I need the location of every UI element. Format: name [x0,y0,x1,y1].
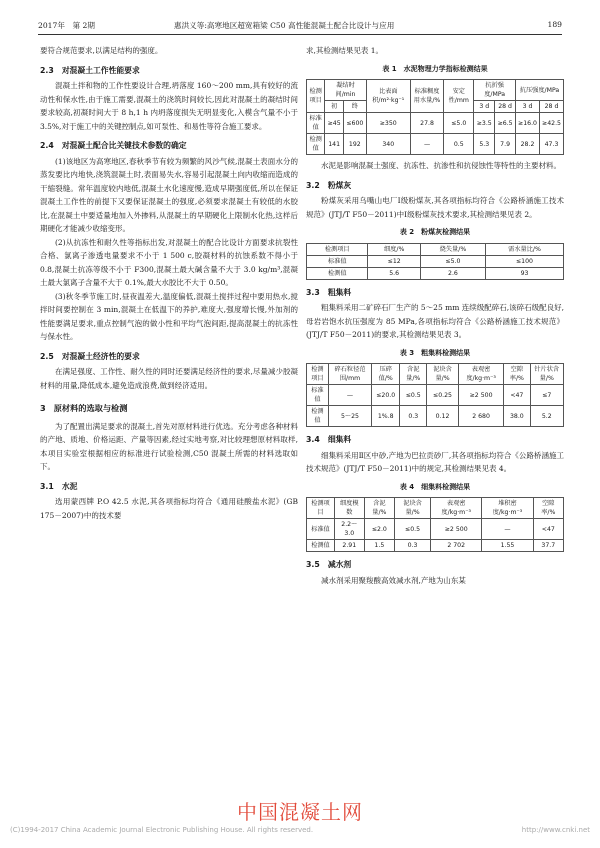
table-cell: ≤5.0 [444,113,474,134]
paragraph: 混凝土拌和物的工作性要设计合理,坍落度 160～200 mm,具有较好的流动性和保水性,由于施工需要,混凝土的浇筑时间较长,因此对混凝土的凝结时间要求较高,初凝时间大于 8 h,1 h 内坍落度损失无明显变化,入模含气量不小于 3.5%,对于施工中的关键控制点,如可泵性、和易性等符合施工要求。 [40,81,298,131]
table-row [307,385,564,406]
table-cell: ≤600 [343,113,366,134]
table-header: 凝结时间/min [325,80,366,101]
table-header: 细度/% [368,243,420,255]
table-cell: ≤0.5 [395,519,431,540]
table-cell: 141 [325,134,344,155]
table-cell: 0.5 [444,134,474,155]
table-cell: ≤12 [368,255,420,267]
table-cell: 检测值 [307,406,329,427]
table-row [307,540,564,552]
table-row [307,113,564,134]
section-heading-3-3: 3.3 粗集料 [306,287,352,297]
table-header: 含泥量/% [364,498,394,519]
table-header: 空隙率/% [504,364,530,385]
table-cell: 37.7 [533,540,563,552]
table-header: 检测项目 [307,80,325,113]
section-heading-3: 3 原材料的选取与检测 [40,403,128,413]
watermark: 中国混凝土网 [237,800,363,824]
table-cell: 38.0 [504,406,530,427]
table-cell: 5～25 [328,406,371,427]
table-header: 需水量比/% [486,243,564,255]
table-cell: 标准值 [307,385,329,406]
paragraph: 水泥是影响混凝土强度、抗冻性、抗渗性和抗侵蚀性等特性的主要材料。 [321,161,561,170]
table-header: 3 d [474,101,495,113]
table-header: 表观密度/kg·m⁻³ [458,364,503,385]
table-cell: ≤5.0 [420,255,485,267]
table-cell: ≤2.0 [364,519,394,540]
table-cell: 5.2 [530,406,564,427]
table-header: 细度模数 [334,498,364,519]
section-heading-3-5: 3.5 减水剂 [306,560,352,569]
table-row [307,255,564,267]
table-4-fine-aggregate [306,497,564,552]
table-cell: 2 680 [458,406,503,427]
table-header: 泥块含量/% [395,498,431,519]
table-header: 28 d [540,101,564,113]
table-cell: 28.2 [516,134,540,155]
table-cell: 检测值 [307,134,325,155]
table-cell: 标准值 [307,113,325,134]
table-cell: 2.91 [334,540,364,552]
table-cell: 检测值 [307,540,335,552]
table-cell: ≤7 [530,385,564,406]
table-header: 3 d [516,101,540,113]
page-number: 189 [547,20,562,29]
running-title: 惠洪义等:高寒地区超宽箱梁 C50 高性能混凝土配合比设计与应用 [174,21,395,30]
table-cell: — [328,385,371,406]
table-cell: ≤0.5 [400,385,427,406]
paragraph: 减水剂采用聚羧酸高效减水剂,产地为山东某 [321,575,466,585]
table-cell: 标准值 [307,519,335,540]
table-row [307,267,564,279]
table-header: 终 [343,101,366,113]
table-cell: ≤20.0 [372,385,400,406]
table-2-caption: 表 2 粉煤灰检测结果 [399,228,471,236]
left-column [40,44,298,522]
table-cell: ≥2 500 [458,385,503,406]
table-header: 堆积密度/kg·m⁻³ [482,498,533,519]
table-cell: ≤100 [486,255,564,267]
table-cell: 1%.8 [372,406,400,427]
section-heading-3-4: 3.4 细集料 [306,435,352,444]
table-cell: ≥16.0 [516,113,540,134]
table-header: 烧失量/% [420,243,485,255]
table-3-caption: 表 3 粗集料检测结果 [399,348,471,357]
right-column [306,44,564,587]
table-cell: <47 [533,519,563,540]
table-cell: — [410,134,443,155]
table-header: 标准稠度用水量/% [410,80,443,113]
table-header: 检测项目 [307,243,368,255]
table-cell: 5.3 [474,134,495,155]
table-header: 检测项目 [307,364,329,385]
table-header: 初 [325,101,344,113]
table-row [307,519,564,540]
table-header: 安定性/mm [444,80,474,113]
paragraph: (3)秋冬季节施工时,昼夜温差大,温度偏低,混凝土搅拌过程中要用热水,搅拌时间要控制在 3 min,混凝土在低温下的养护,难度大,强度增长慢,外加剂的性能要满足要求,重点控制气泡的做小性和平均气泡间距,提高混凝土的抗冻性与保水性。 [40,291,298,341]
table-cell: 5.6 [368,267,420,279]
table-cell: 192 [343,134,366,155]
table-header: 泥块含量/% [427,364,459,385]
table-header: 比表面积/m²·kg⁻¹ [366,80,410,113]
table-header: 检测项目 [307,498,335,519]
table-cell: 2.6 [420,267,485,279]
table-cell: 1.5 [364,540,394,552]
table-1-cement [306,79,564,155]
table-cell: ≥42.5 [540,113,564,134]
table-cell: 2.2～3.0 [334,519,364,540]
paragraph: 要符合规范要求,以满足结构的强度。 [40,46,163,55]
table-cell: 2 702 [431,540,482,552]
paragraph: 粉煤灰采用乌嘴山电厂Ⅰ级粉煤灰,其各项指标均符合《公路桥涵施工技术规范》(JTJ/T F50－2011)中Ⅰ级粉煤灰技术要求,其检测结果见表 2。 [306,196,564,219]
table-cell: 0.3 [395,540,431,552]
table-cell: ≥45 [325,113,344,134]
table-row [307,134,564,155]
table-cell: ≥2 500 [431,519,482,540]
section-heading-2-5: 2.5 对混凝土经济性的要求 [40,351,140,361]
table-1-caption: 表 1 水泥物理力学指标检测结果 [382,64,488,73]
running-header [38,20,562,35]
table-cell: 1.55 [482,540,533,552]
paragraph: 选用蒙西牌 P.O 42.5 水泥,其各项指标均符合《通用硅酸盐水泥》(GB 175－2007)中的技术要 [40,497,298,520]
table-header: 抗折强度/MPa [474,80,516,101]
issue-label: 2017年 第 2期 [38,21,95,30]
copyright-text: (C)1994-2017 China Academic Journal Electronic Publishing House. All rights reserved. [10,826,314,834]
table-cell: — [482,519,533,540]
table-header: 碎石粒径范围/mm [328,364,371,385]
table-cell: ≥350 [366,113,410,134]
table-cell: 47.3 [540,134,564,155]
table-cell: ≤0.25 [427,385,459,406]
table-cell: 7.9 [495,134,516,155]
section-heading-3-1: 3.1 水泥 [40,481,78,491]
table-cell: 340 [366,134,410,155]
table-3-coarse-aggregate [306,363,564,427]
paragraph: 细集料采用Ⅱ区中砂,产地为巴拉贡砂厂,其各项指标均符合《公路桥涵施工技术规范》(JTJ/T F50－2011)中的规定,其检测结果见表 4。 [306,450,564,473]
table-header: 压碎值/% [372,364,400,385]
table-header: 抗压强度/MPa [516,80,564,101]
paragraph: 求,其检测结果见表 1。 [306,46,384,55]
table-cell: ≥6.5 [495,113,516,134]
paragraph: 为了配置出满足要求的混凝土,首先对原材料进行优选。充分考虑各种材料的产地、质地、价格运距、产量等因素,经过实地考察,对比较理想原材料取样,本项目实验室根据相应的标准进行试验检测,C50 混凝土所需的材料选取如下。 [40,421,298,471]
section-heading-2-4: 2.4 对混凝土配合比关键技术参数的确定 [40,141,187,150]
section-heading-2-3: 2.3 对混凝土工作性能要求 [40,65,140,75]
table-header: 表观密度/kg·m⁻³ [431,498,482,519]
table-header: 空隙率/% [533,498,563,519]
table-cell: 标准值 [307,255,368,267]
table-4-caption: 表 4 细集料检测结果 [399,482,471,491]
table-cell: <47 [504,385,530,406]
table-cell: ≥3.5 [474,113,495,134]
table-header: 28 d [495,101,516,113]
table-cell: 检测值 [307,267,368,279]
table-cell: 93 [486,267,564,279]
section-heading-3-2: 3.2 粉煤灰 [306,180,352,190]
table-header: 针片状含量/% [530,364,564,385]
table-header: 含泥量/% [400,364,427,385]
footer-link[interactable]: http://www.cnki.net [521,826,590,834]
table-2-fly-ash [306,243,564,280]
table-cell: 27.8 [410,113,443,134]
paragraph: 粗集料采用二矿碎石厂生产的 5～25 mm 连续级配碎石,该碎石级配良好,母岩岩饱水抗压强度为 85 MPa,各项指标均符合《公路桥涵施工技术规范》(JTJ/T F50－2011)的要求,其检测结果见表 3。 [306,303,564,339]
paragraph: (2)从抗冻性和耐久性等指标出发,对混凝土的配合比设计方面要求抗裂性合格、氯离子渗透电量要求不小于 1 500 c,胶凝材料的抗蚀系数不得小于 0.8,混凝土抗冻等级不小于 F300,混凝土最大碱含量不大于 3.0 kg/m³,混凝土最大氯离子含量不大于 0.1%,最大水胶比不大于 0.50。 [40,237,298,287]
paragraph: (1)该地区为高寒地区,春秋季节有较为频繁的风沙气候,混凝土表面水分的蒸发要比内地快,浇筑混凝土时,表面易失水,容易引起混凝土向内收缩而造成的干缩裂缝。常年温度较内地低,混凝土水化速度慢,造成早期强度低,所以在保证混凝土工作性的前提下又要保证混凝土的强度,必须要求混凝土有较低的水胶比,在混凝土中要适量地加入外掺料,从混凝土的早期硬化上限制水化热,这样后期硬化才能减少收缩变形。 [40,156,298,233]
table-cell: 0.3 [400,406,427,427]
table-row [307,406,564,427]
paragraph: 在满足强度、工作性、耐久性的同时还要满足经济性的要求,尽量减少胶凝材料的用量,降低成本,避免造成浪费,做到经济适用。 [40,367,298,390]
table-cell: 0.12 [427,406,459,427]
